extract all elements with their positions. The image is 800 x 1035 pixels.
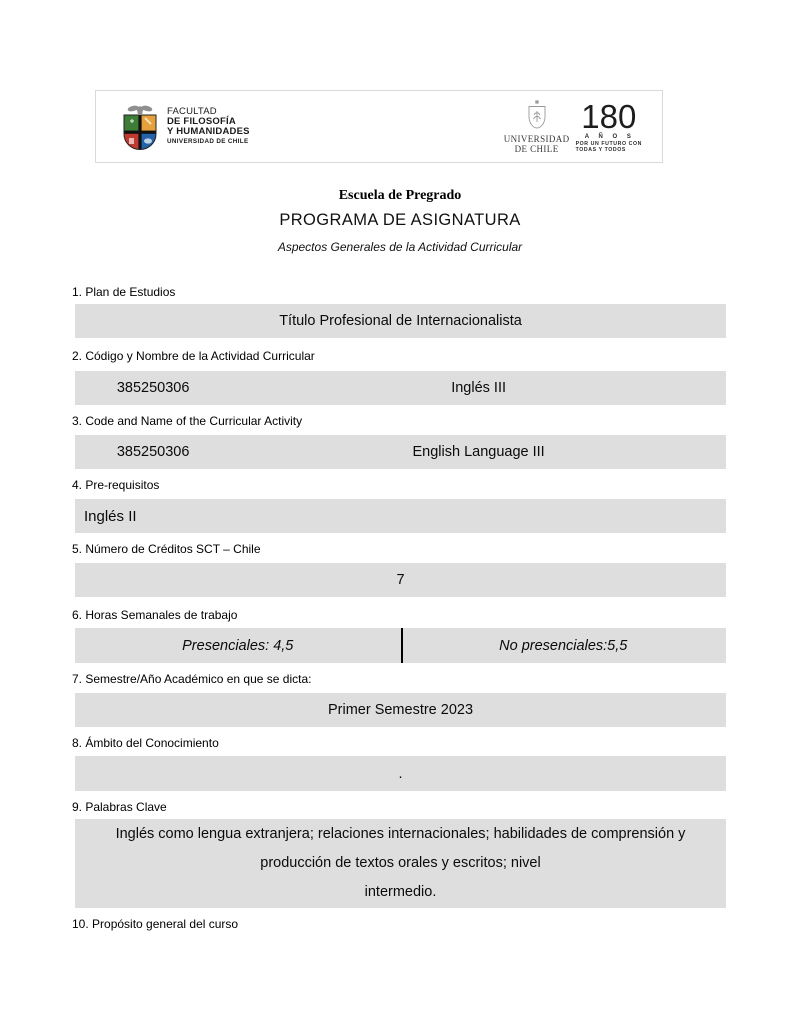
document-title: PROGRAMA DE ASIGNATURA	[279, 211, 521, 229]
section-4-label: 4. Pre-requisitos	[72, 478, 160, 492]
school-title: Escuela de Pregrado	[338, 188, 462, 203]
knowledge-area-value: .	[398, 765, 403, 782]
anniversary-tagline-line2: TODAS Y TODOS	[575, 147, 626, 154]
faculty-text-line4: UNIVERSIDAD DE CHILE	[167, 138, 249, 146]
faculty-shield-icon	[120, 102, 160, 152]
course-code-es: 385250306	[116, 380, 190, 396]
university-name-line2: DE CHILE	[514, 143, 559, 154]
faculty-logo-text	[167, 107, 250, 147]
faculty-text-line2: DE FILOSOFÍA	[167, 115, 236, 127]
section-5-field	[75, 563, 726, 597]
section-6-field	[75, 628, 726, 663]
university-emblem-block	[504, 99, 570, 154]
plan-de-estudios-value: Título Profesional de Internacionalista	[279, 313, 522, 329]
keywords-line2: producción de textos orales y escritos; nivel	[260, 855, 541, 871]
prerequisites-value: Inglés II	[84, 507, 137, 525]
section-3-field	[75, 435, 726, 469]
faculty-text-line1: FACULTAD	[167, 105, 217, 117]
section-5-label: 5. Número de Créditos SCT – Chile	[72, 542, 261, 556]
section-6-label: 6. Horas Semanales de trabajo	[72, 608, 238, 622]
section-2-label: 2. Código y Nombre de la Actividad Curricular	[72, 349, 315, 363]
university-180-logo	[504, 99, 642, 154]
university-name-line1: UNIVERSIDAD	[503, 134, 570, 145]
credits-value: 7	[396, 572, 405, 588]
section-8-label: 8. Ámbito del Conocimiento	[72, 736, 219, 750]
semester-value: Primer Semestre 2023	[327, 702, 474, 718]
section-1-label: 1. Plan de Estudios	[72, 285, 176, 299]
course-name-es: Inglés III	[451, 380, 507, 396]
keywords-line1: Inglés como lengua extranjera; relaciones internacionales; habilidades de comprensión y	[115, 826, 686, 842]
anniversary-block	[575, 98, 642, 154]
header-logo-band	[95, 90, 663, 163]
hours-presential: Presenciales: 4,5	[182, 637, 294, 654]
section-9-field	[75, 819, 726, 908]
section-1-field	[75, 304, 726, 338]
hours-non-presential: No presenciales:5,5	[499, 637, 628, 654]
faculty-logo	[120, 102, 250, 152]
section-7-field	[75, 693, 726, 727]
anniversary-number: 180	[581, 98, 637, 136]
anniversary-tagline-line1: POR UN FUTURO CON	[575, 140, 642, 147]
section-8-field	[75, 756, 726, 791]
section-7-label: 7. Semestre/Año Académico en que se dicta:	[72, 672, 312, 686]
keywords-line3: intermedio.	[364, 884, 437, 900]
anniversary-years-label: A Ñ O S	[584, 133, 635, 140]
document-subtitle: Aspectos Generales de la Actividad Curricular	[277, 240, 523, 254]
faculty-text-line3: Y HUMANIDADES	[167, 126, 250, 138]
university-emblem-icon	[524, 99, 550, 135]
section-9-label: 9. Palabras Clave	[72, 800, 167, 814]
course-name-en: English Language III	[412, 444, 545, 460]
section-4-field	[75, 499, 726, 533]
section-3-label: 3. Code and Name of the Curricular Activity	[72, 414, 303, 428]
section-10-label: 10. Propósito general del curso	[72, 917, 239, 931]
section-2-field	[75, 371, 726, 405]
column-divider	[401, 628, 403, 663]
course-code-en: 385250306	[116, 444, 190, 460]
